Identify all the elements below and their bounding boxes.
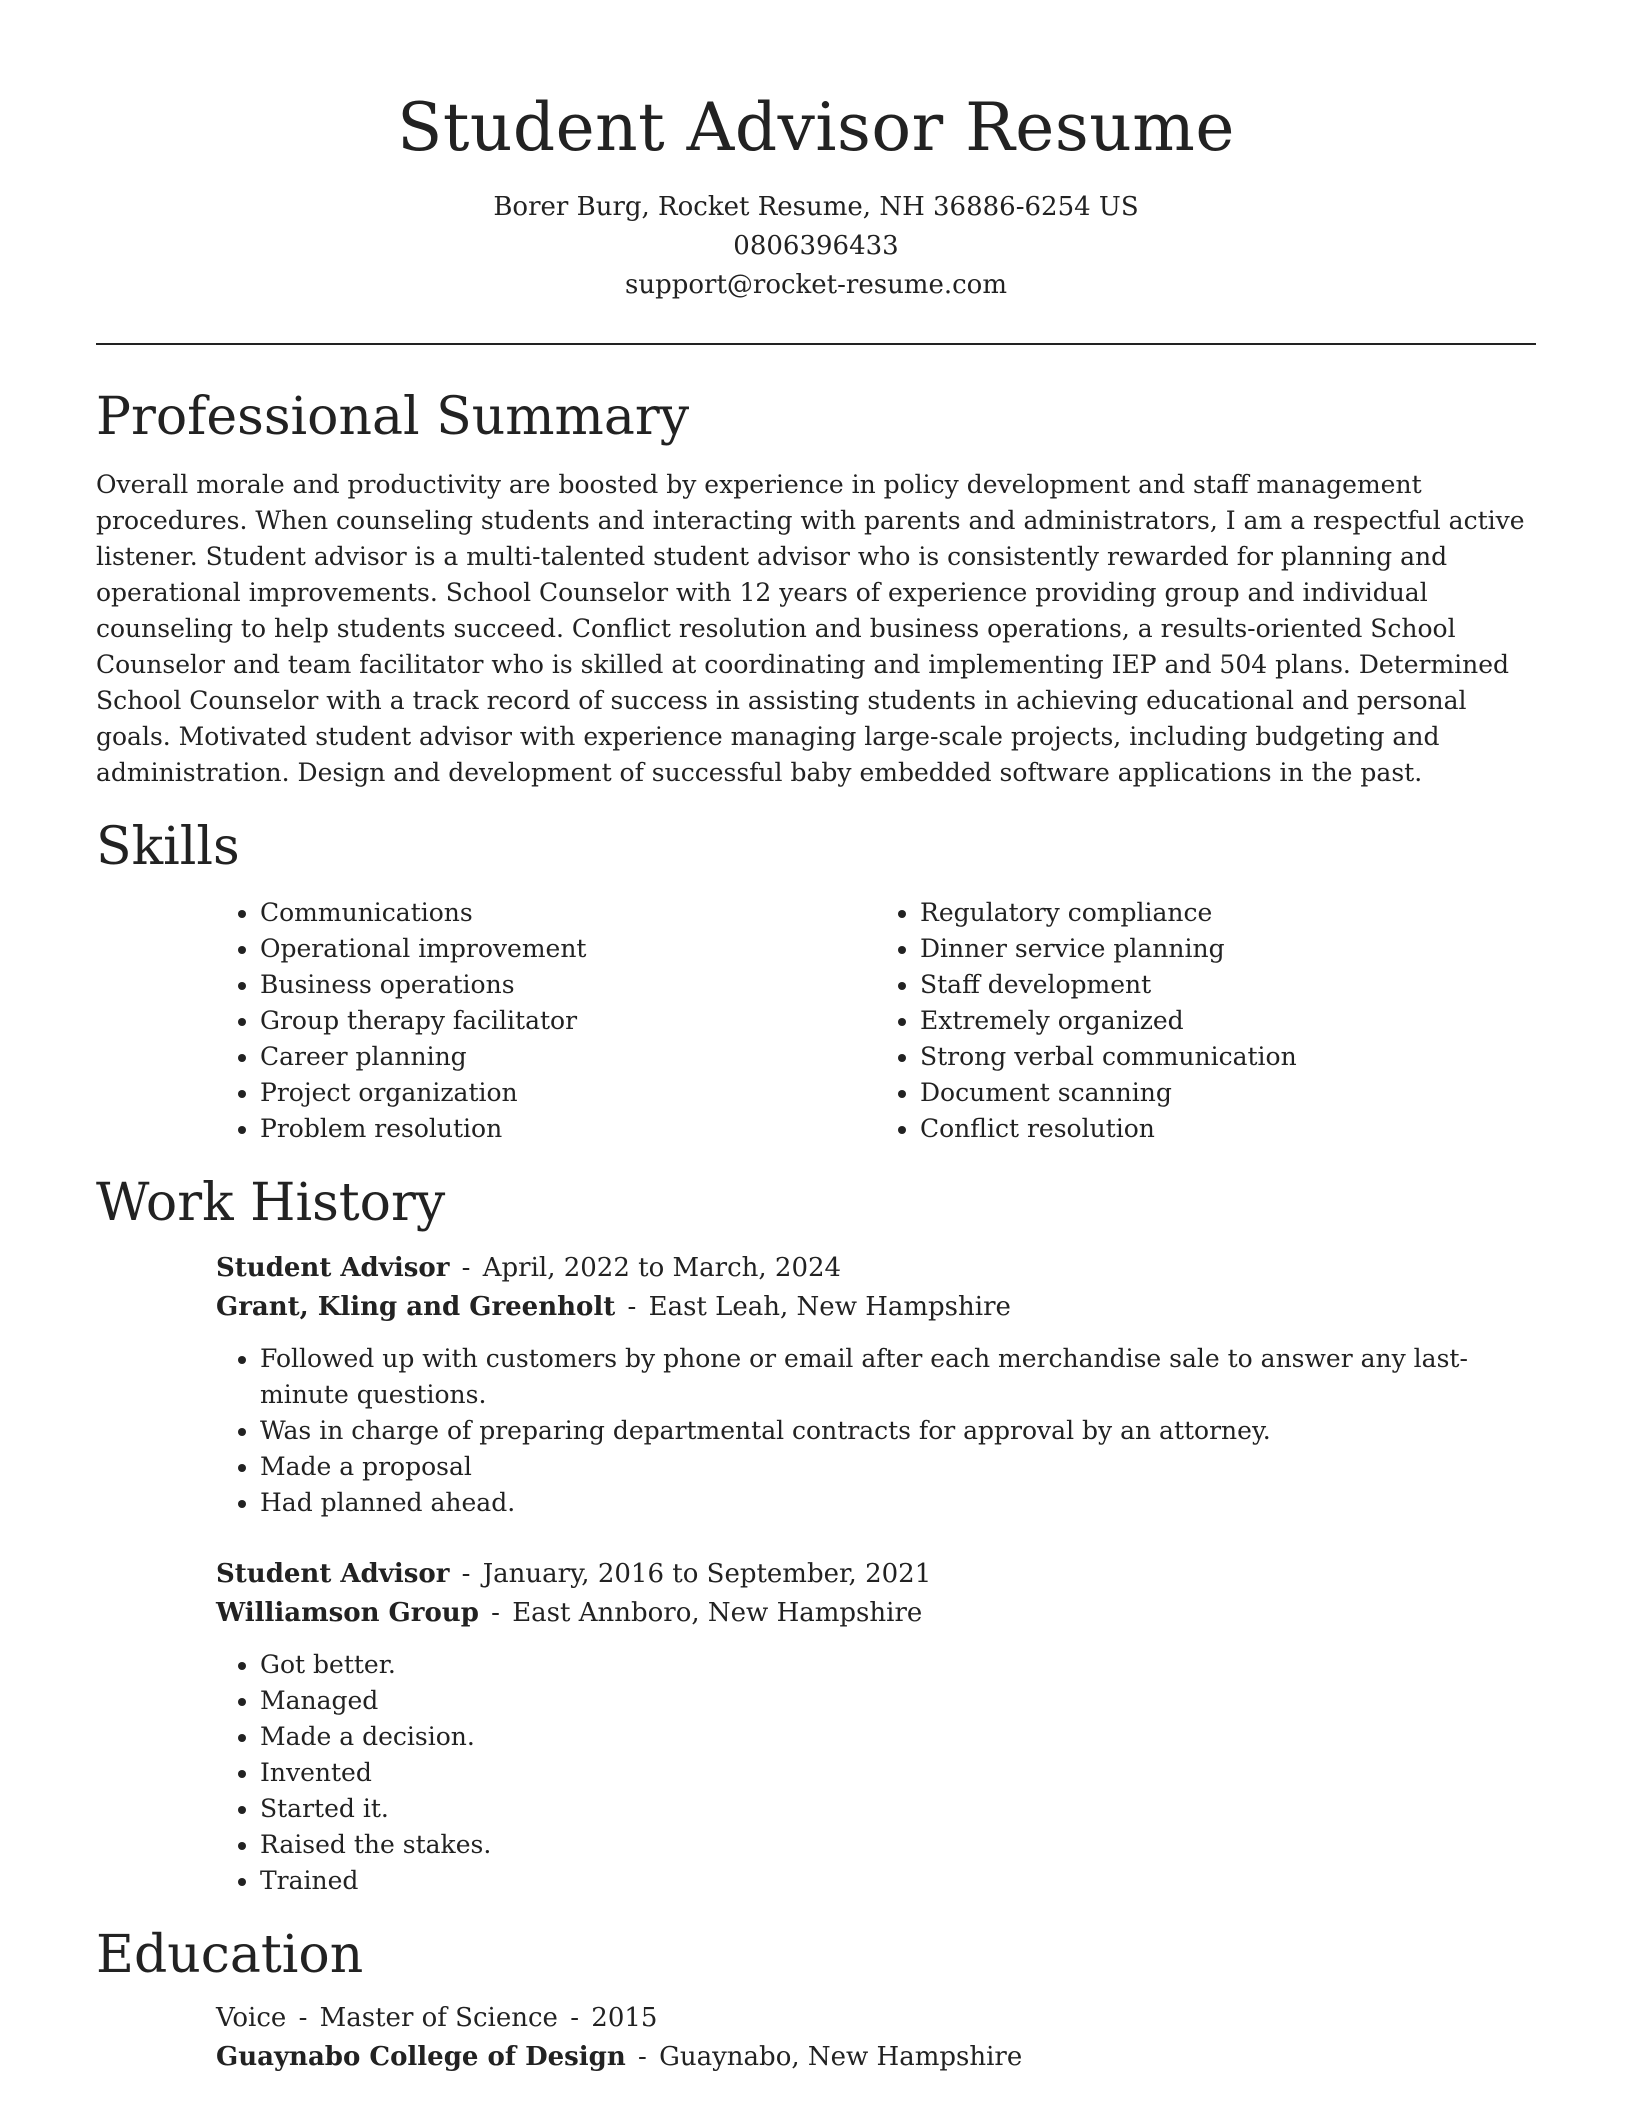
summary-heading: Professional Summary: [96, 387, 690, 447]
list-item: • Operational improvement: [260, 931, 876, 967]
job-location: East Leah, New Hampshire: [648, 1292, 1011, 1322]
job-location: East Annboro, New Hampshire: [512, 1598, 923, 1628]
education-field: Voice: [216, 2003, 287, 2033]
resume-header: [96, 0, 1536, 345]
list-item: • Group therapy facilitator: [260, 1003, 876, 1039]
education-degree: Master of Science: [319, 2003, 558, 2033]
list-item: • Document scanning: [920, 1075, 1536, 1111]
work-history-section: [96, 1173, 1536, 1899]
contact-email: support@rocket-resume.com: [624, 270, 1007, 300]
list-item: • Regulatory compliance: [920, 895, 1536, 931]
skills-columns: [216, 895, 1536, 1147]
list-item: • Followed up with customers by phone or email after each merchandise sale to answer any last-minute questions.: [260, 1341, 1536, 1413]
list-item: • Raised the stakes.: [260, 1827, 1536, 1863]
list-item: • Conflict resolution: [920, 1111, 1536, 1147]
list-item: • Started it.: [260, 1791, 1536, 1827]
list-item: • Staff development: [920, 967, 1536, 1003]
job-bullets: [96, 1341, 1536, 1521]
contact-address: Borer Burg, Rocket Resume, NH 36886-6254 US: [493, 192, 1139, 222]
list-item: • Project organization: [260, 1075, 876, 1111]
list-item: • Career planning: [260, 1039, 876, 1075]
job-entry: [216, 1249, 1536, 1521]
skills-heading: Skills: [96, 817, 240, 877]
education-degree-line: Voice - Master of Science - 2015: [216, 2003, 658, 2033]
job-dates: April, 2022 to March, 2024: [482, 1253, 842, 1283]
list-item: • Extremely organized: [920, 1003, 1536, 1039]
list-item: • Was in charge of preparing departmental contracts for approval by an attorney.: [260, 1413, 1536, 1449]
education-location: Guaynabo, New Hampshire: [659, 2042, 1023, 2072]
list-item: • Made a decision.: [260, 1719, 1536, 1755]
job-company: Williamson Group: [216, 1598, 479, 1628]
header-divider: [96, 343, 1536, 345]
skills-list-left: [216, 895, 876, 1147]
job-title-line: Student Advisor - April, 2022 to March, 2024: [216, 1253, 842, 1283]
list-item: • Trained: [260, 1863, 1536, 1899]
list-item: • Managed: [260, 1683, 1536, 1719]
job-company: Grant, Kling and Greenholt: [216, 1292, 616, 1322]
job-title: Student Advisor: [216, 1559, 450, 1589]
work-history-heading: Work History: [96, 1173, 446, 1233]
contact-info: [96, 188, 1536, 305]
resume-page: [96, 0, 1536, 2077]
list-item: • Business operations: [260, 967, 876, 1003]
job-title-line: Student Advisor - January, 2016 to September, 2021: [216, 1559, 932, 1589]
summary-text: Overall morale and productivity are boosted by experience in policy development and staff management procedures. When counseling students and interacting with parents and administrators, I am a respectful active listener. Student advisor is a multi-talented student advisor who is consistently rewarded for planning and operational improvements. School Counselor with 12 years of experience providing group and individual counseling to help students succeed. Conflict resolution and business operations, a results-oriented School Counselor and team facilitator who is skilled at coordinating and implementing IEP and 504 plans. Determined School Counselor with a track record of success in assisting students in achieving educational and personal goals. Motivated student advisor with experience managing large-scale projects, including budgeting and administration. Design and development of successful baby embedded software applications in the past.: [96, 470, 1525, 787]
job-dates: January, 2016 to September, 2021: [482, 1559, 932, 1589]
education-entry: [216, 1999, 1536, 2077]
education-year: 2015: [591, 2003, 658, 2033]
skills-list-right: [876, 895, 1536, 1147]
job-company-line: Grant, Kling and Greenholt - East Leah, New Hampshire: [216, 1292, 1011, 1322]
education-school-line: Guaynabo College of Design - Guaynabo, New Hampshire: [216, 2042, 1023, 2072]
job-company-line: Williamson Group - East Annboro, New Hampshire: [216, 1598, 923, 1628]
list-item: • Strong verbal communication: [920, 1039, 1536, 1075]
list-item: • Communications: [260, 895, 876, 931]
list-item: • Got better.: [260, 1647, 1536, 1683]
job-entry: [216, 1555, 1536, 1899]
contact-phone: 0806396433: [733, 231, 899, 261]
page-title: Student Advisor Resume: [397, 89, 1235, 166]
list-item: • Made a proposal: [260, 1449, 1536, 1485]
list-item: • Had planned ahead.: [260, 1485, 1536, 1521]
job-bullets: [96, 1647, 1536, 1899]
list-item: • Invented: [260, 1755, 1536, 1791]
education-heading: Education: [96, 1925, 364, 1985]
list-item: • Problem resolution: [260, 1111, 876, 1147]
job-title: Student Advisor: [216, 1253, 450, 1283]
education-school: Guaynabo College of Design: [216, 2042, 626, 2072]
skills-section: [96, 817, 1536, 1147]
summary-section: [96, 387, 1536, 791]
list-item: • Dinner service planning: [920, 931, 1536, 967]
education-section: [96, 1925, 1536, 2077]
